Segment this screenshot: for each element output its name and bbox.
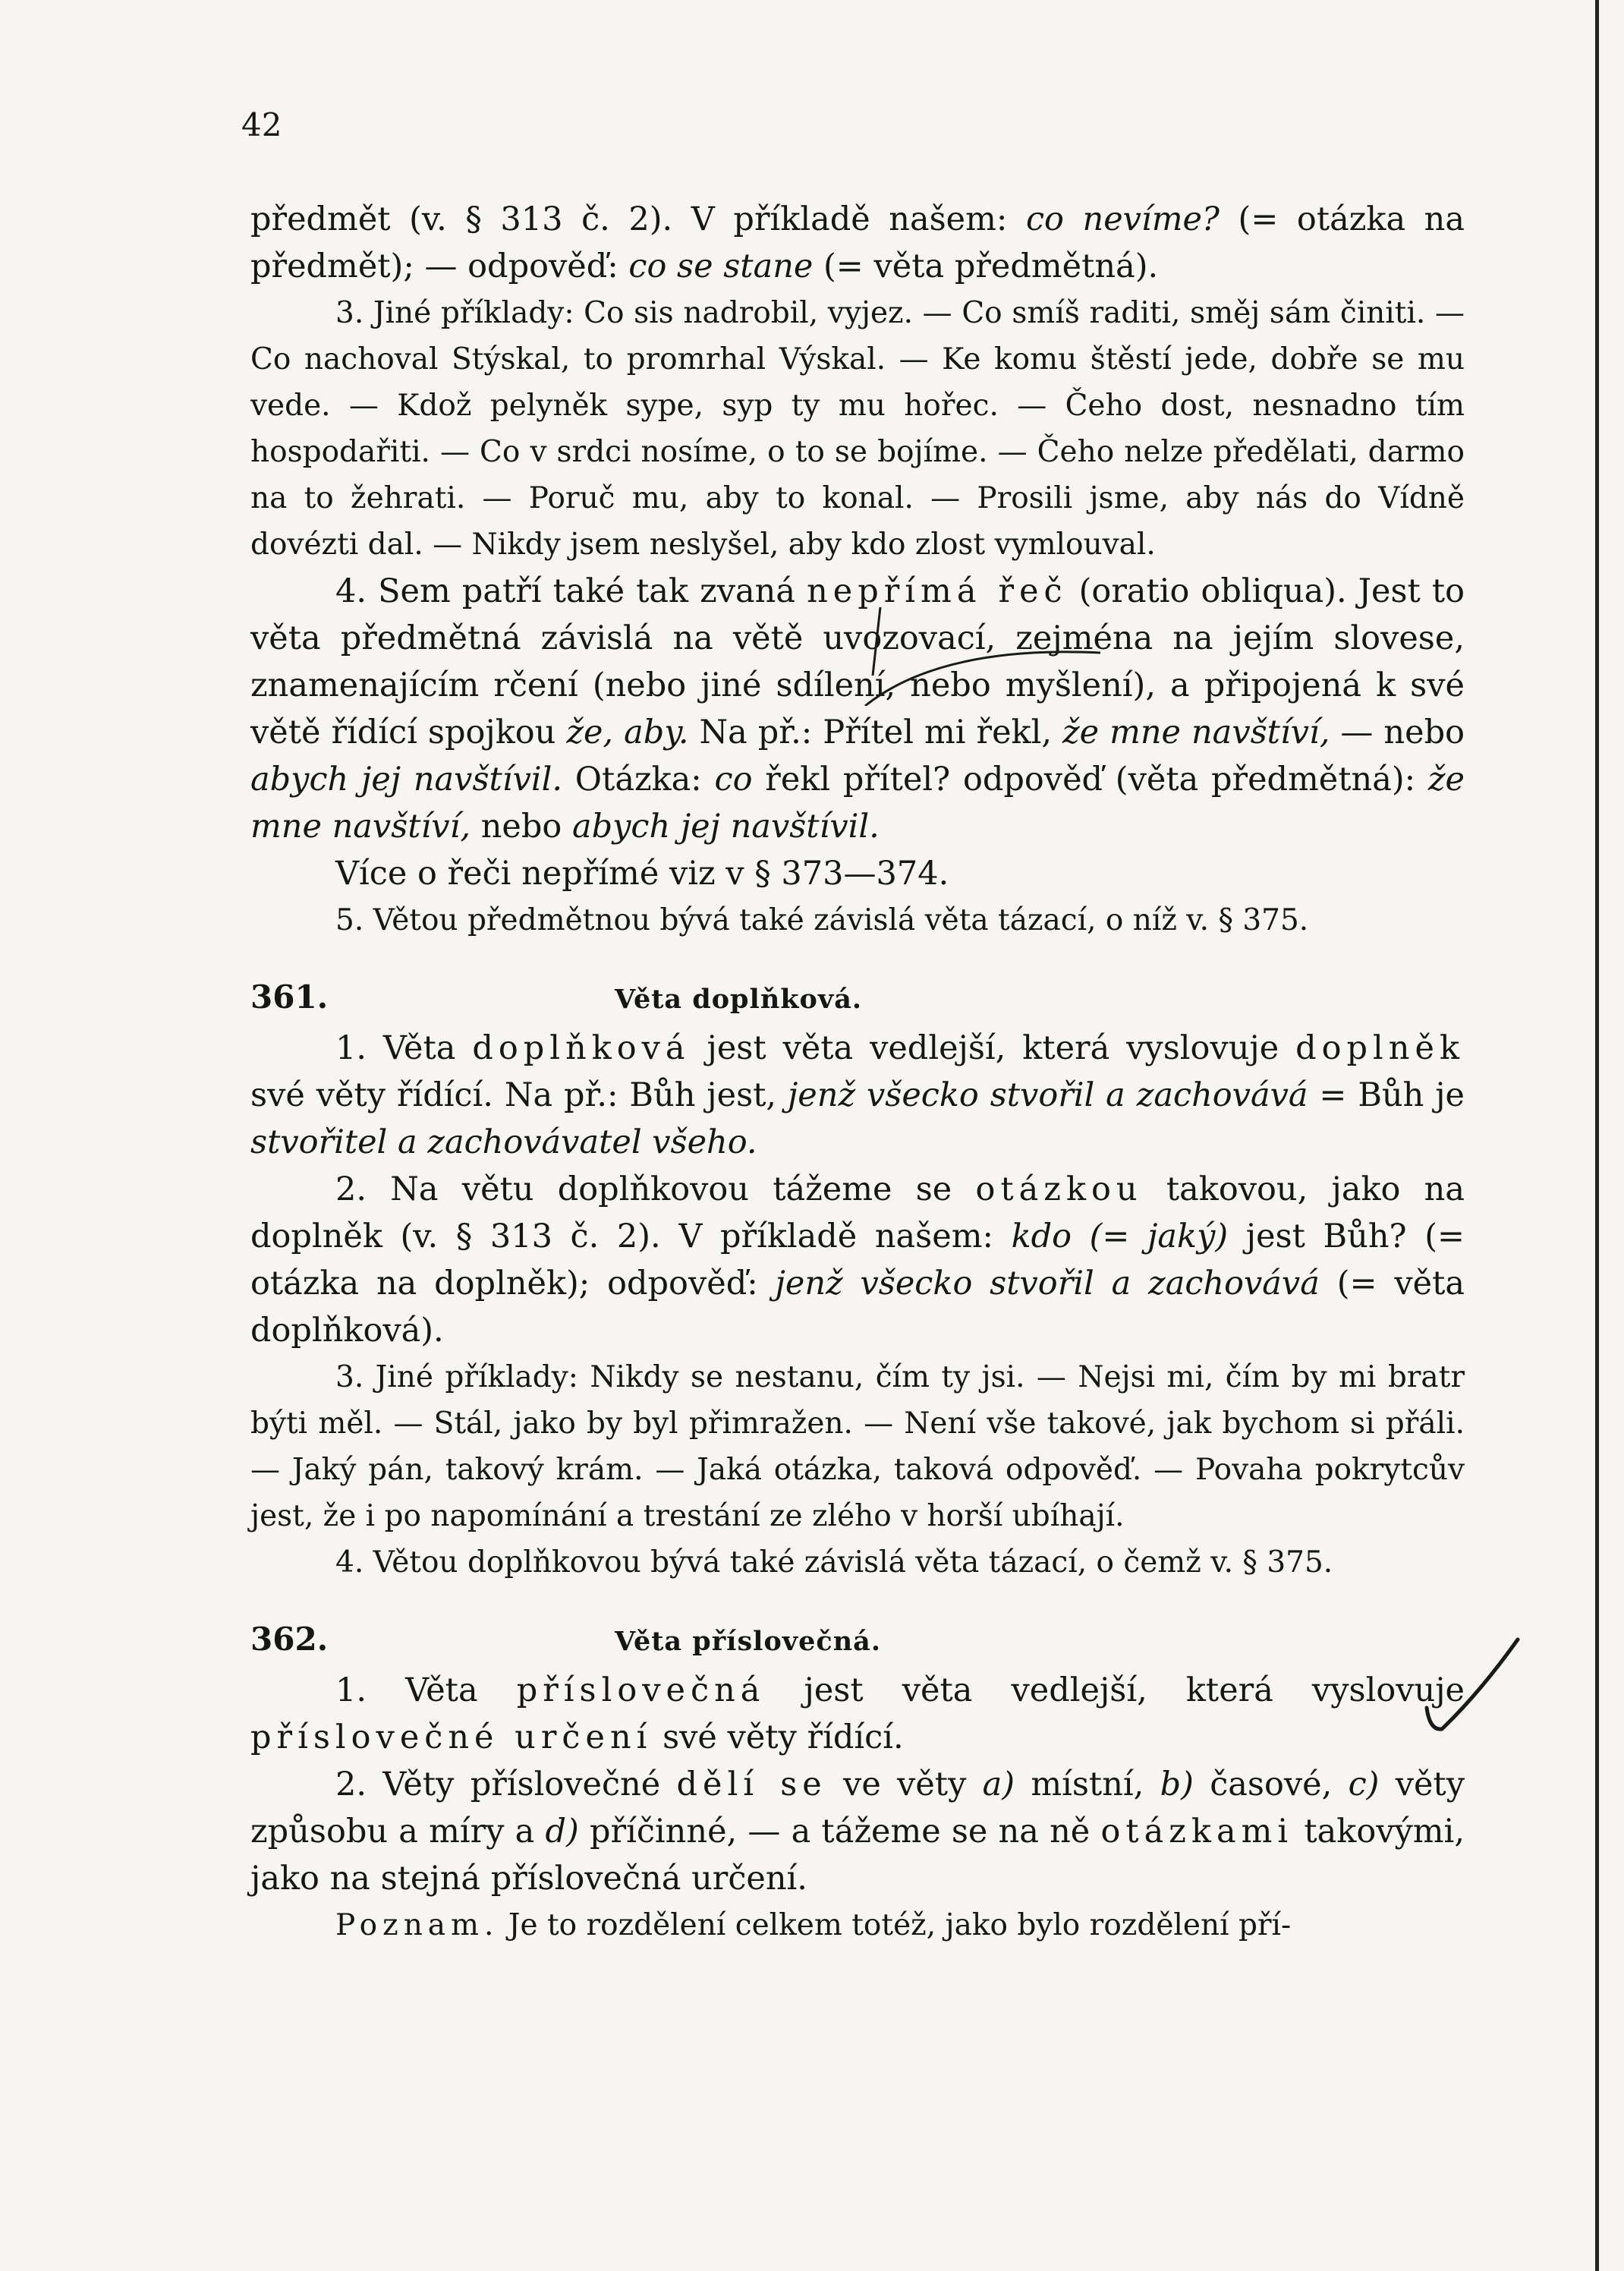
paragraph: předmět (v. § 313 č. 2). V příkladě našem: co nevíme? (= otázka na předmět); — odpověď: co se stane (= věta předmětná). [250, 200, 1465, 285]
section-heading [250, 1616, 1465, 1665]
page-body [250, 196, 1465, 1948]
paragraph: 2. Na větu doplňkovou tážeme se otázkou takovou, jako na doplněk (v. § 313 č. 2). V příkladě našem: kdo (= jaký) jest Bůh? (= otázka na doplněk); odpověď: jenž všecko stvořil a zachovává (= věta doplňková). [250, 1170, 1465, 1350]
section-title: Věta doplňková. [615, 984, 863, 1015]
section-number: 361. [250, 978, 329, 1016]
paragraph: 1. Věta doplňková jest věta vedlejší, která vyslovuje doplněk své věty řídící. Na př.: Bůh jest, jenž všecko stvořil a zachovává = Bůh je stvořitel a zachovávatel všeho. [250, 1029, 1465, 1161]
page-number: 42 [241, 106, 282, 143]
page-edge-rule [1595, 0, 1599, 2271]
paragraph: 3. Jiné příklady: Nikdy se nestanu, čím ty jsi. — Nejsi mi, čím by mi bratr býti měl. — Stál, jako by byl přimražen. — Není vše takové, jak bychom si přáli. — Jaký pán, takový krám. — Jaká otázka, taková odpověď. — Povaha pokrytcův jest, že i po napomínání a trestání ze zlého v horší ubíhají. [250, 1360, 1465, 1533]
section-title: Věta příslovečná. [615, 1626, 882, 1657]
paragraph: 4. Sem patří také tak zvaná nepřímá řeč (oratio obliqua). Jest to věta předmětná závislá na větě uvozovací, zejména na jejím slovese, znamenajícím rčení (nebo jiné sdílení, nebo myšlení), a připojená k své větě řídící spojkou že, aby. Na př.: Přítel mi řekl, že mne navštíví, — nebo abych jej navštívil. Otázka: co řekl přítel? odpověď (věta předmětná): že mne navštíví, nebo abych jej navštívil. [250, 572, 1465, 846]
checkmark-annotation [1412, 1632, 1533, 1738]
paragraph: Více o řeči nepřímé viz v § 373—374. [335, 855, 949, 893]
section-number: 362. [250, 1621, 329, 1658]
underline-annotation [850, 600, 1123, 706]
paragraph: 2. Věty příslovečné dělí se ve věty a) místní, b) časové, c) věty způsobu a míry a d) příčinné, — a tážeme se na ně otázkami takovými, jako na stejná příslovečná určení. [250, 1765, 1465, 1898]
section-heading [250, 974, 1465, 1023]
paragraph: Poznam. Je to rozdělení celkem totéž, jako bylo rozdělení pří- [335, 1908, 1292, 1942]
paragraph: 4. Větou doplňkovou bývá také závislá věta tázací, o čemž v. § 375. [335, 1545, 1333, 1580]
paragraph: 5. Větou předmětnou bývá také závislá věta tázací, o níž v. § 375. [335, 903, 1309, 937]
paragraph: 1. Věta příslovečná jest věta vedlejší, která vyslovuje příslovečné určení své věty řídící. [250, 1671, 1465, 1756]
paragraph: 3. Jiné příklady: Co sis nadrobil, vyjez. — Co smíš raditi, směj sám činiti. — Co nachoval Stýskal, to promrhal Výskal. — Ke komu štěstí jede, dobře se mu vede. — Kdož pelyněk sype, syp ty mu hořec. — Čeho dost, nesnadno tím hospodařiti. — Co v srdci nosíme, o to se bojíme. — Čeho nelze předělati, darmo na to žehrati. — Poruč mu, aby to konal. — Prosili jsme, aby nás do Vídně dovézti dal. — Nikdy jsem neslyšel, aby kdo zlost vymlouval. [250, 296, 1465, 562]
